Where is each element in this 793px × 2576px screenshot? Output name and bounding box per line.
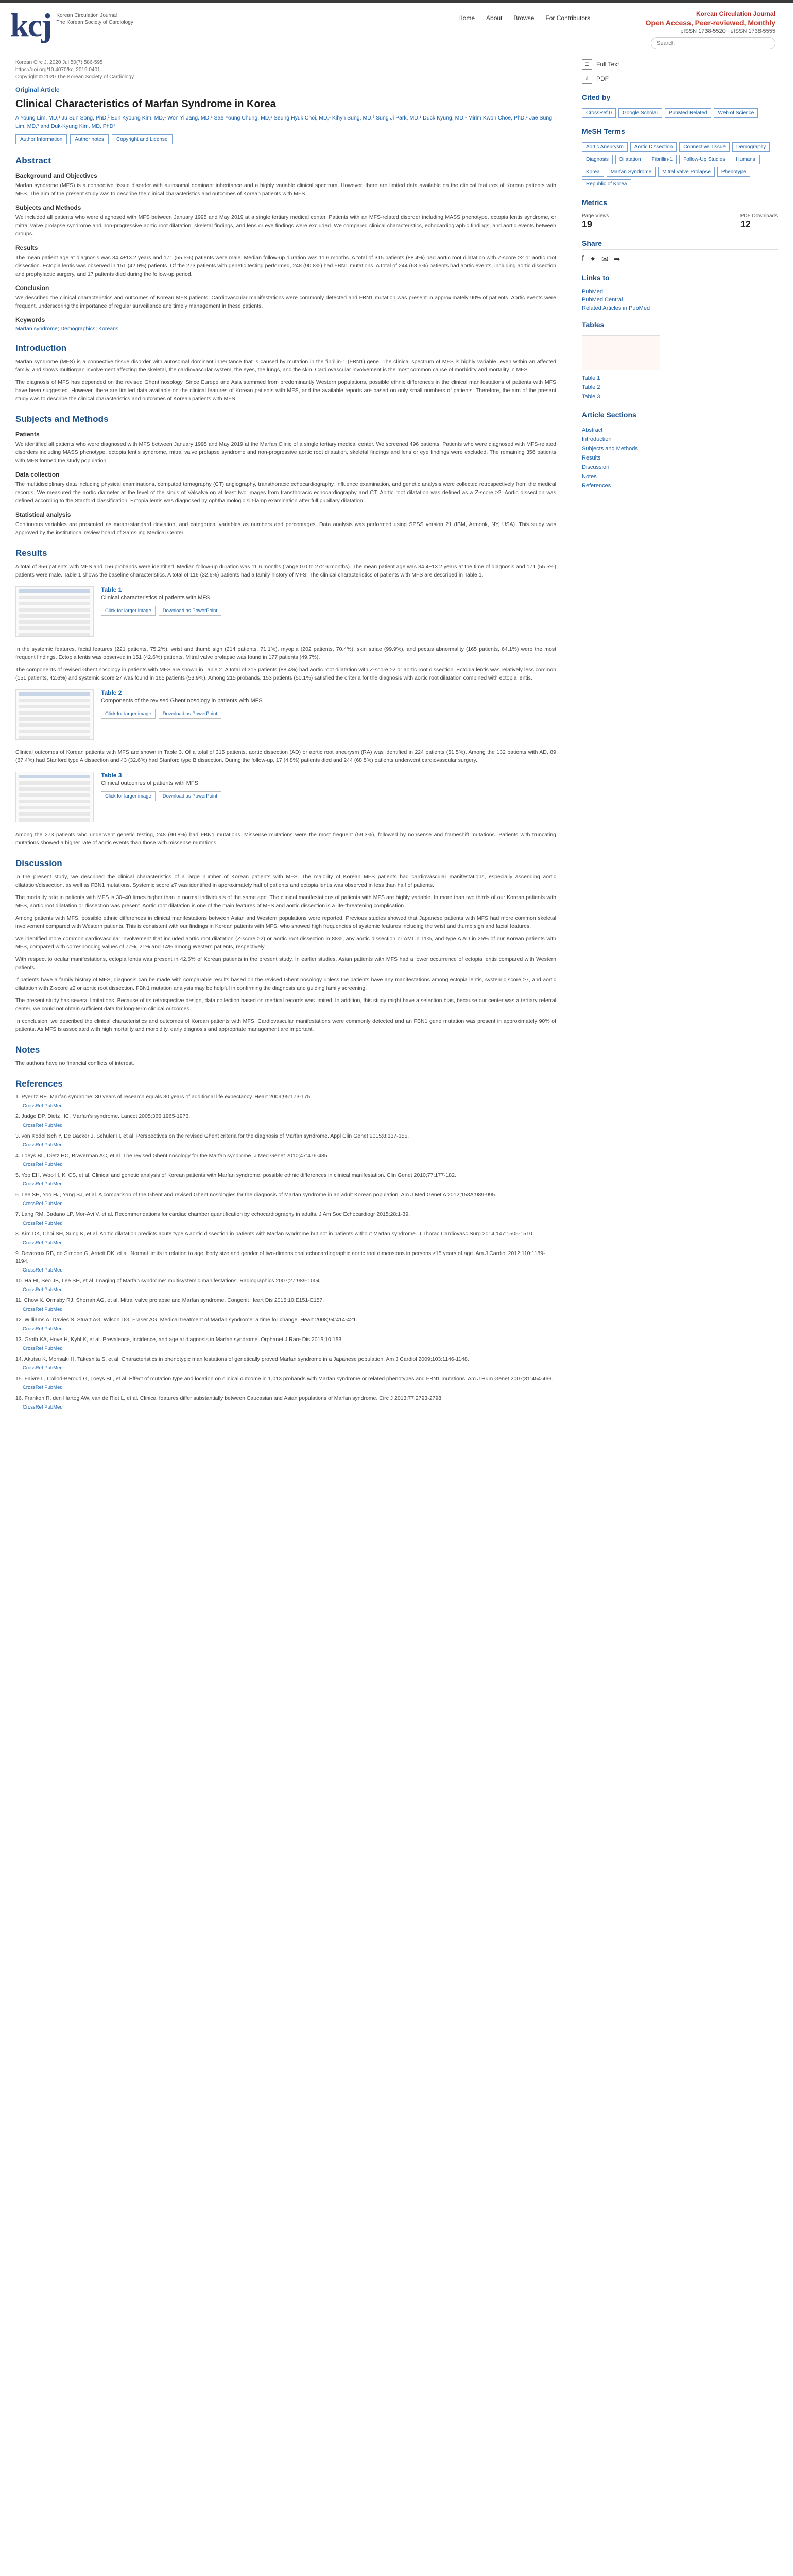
reference-text: 14. Akutsu K, Morisaki H, Takeshita S, et al. Characteristics in phenotypic manifestations of genetically proved Marfan syndrome in a Japanese population. Am J Cardiol 2009;103:1146-1148.	[15, 1356, 469, 1362]
mesh-term[interactable]: Aortic Aneurysm	[582, 142, 628, 152]
reference-crossref-link[interactable]: CrossRef PubMed	[23, 1287, 63, 1293]
nav-about[interactable]: About	[486, 14, 503, 22]
reference-text: 6. Lee SH, Yoo HJ, Yang SJ, et al. A comparison of the Ghent and revised Ghent nosologies for the diagnosis of Marfan syndrome in an adult Korean population. Am J Med Genet A 2012;158A:989-995.	[15, 1192, 497, 1198]
pubmed-related-badge[interactable]: PubMed Related	[665, 108, 712, 118]
side-table-1[interactable]: Table 1	[582, 375, 600, 381]
section-link[interactable]: Notes	[582, 473, 597, 480]
results-paragraph-2: In the systemic features, facial features (221 patients, 75.2%), wrist and thumb sign (214 patients, 71.1%), myopia (202 patients, 70.4%), skin striae (99.9%), and pectus abnormality (165 patients, 64.1%) were the most frequent findings. Ectopia lentis was observed in 151 (42.6%) patients. Mitral valve prolapse was found in 177 patients (49.7%).	[15, 646, 556, 660]
reference-text: 5. Yoo EH, Woo H, Ki CS, et al. Clinical and genetic analysis of Korean patients with Marfan syndrome: possible ethnic differences in clinical manifestation. Clin Genet 2010;77:177-182.	[15, 1172, 456, 1178]
reference-text: 8. Kim DK, Choi SH, Sung K, et al. Aortic dilatation predicts acute type A aortic dissection in patients with Marfan syndrome but not in patients without Marfan syndrome. J Thorac Cardiovasc Surg 2014;147:1505-1510.	[15, 1231, 534, 1237]
table-3-title[interactable]: Table 3	[101, 772, 122, 779]
section-list	[582, 426, 778, 490]
cited-by-heading: Cited by	[582, 93, 778, 104]
metrics-heading: Metrics	[582, 198, 778, 209]
page-views-label: Page Views	[582, 213, 609, 219]
table-2-thumbnail[interactable]	[15, 689, 94, 740]
reference-crossref-link[interactable]: CrossRef PubMed	[23, 1307, 63, 1312]
reference-text: 7. Lang RM, Badano LP, Mor-Avi V, et al. Recommendations for cardiac chamber quantification by echocardiography in adults. J Am Soc Echocardiogr 2015;28:1-39.	[15, 1211, 410, 1217]
mesh-term[interactable]: Aortic Dissection	[630, 142, 677, 152]
reference-item	[15, 1316, 556, 1333]
reference-item	[15, 1172, 556, 1188]
google-scholar-badge[interactable]: Google Scholar	[618, 108, 662, 118]
nav-browse[interactable]: Browse	[513, 14, 535, 22]
mesh-term[interactable]: Phenotype	[717, 167, 750, 177]
discussion-paragraph-6: If patients have a family history of MFS, diagnosis can be made with comparable results based on the revised Ghent nosology unless the patients have any manifestations among ectopia lentis, systemic score ≥7, and aortic dilatation with Z-score ≥2 or aortic root dissection. FBN1 mutation analysis may be helpful in confirming the diagnosis and guiding family screening.	[15, 977, 556, 991]
logo-line-1: Korean Circulation Journal	[56, 13, 117, 19]
reference-crossref-link[interactable]: CrossRef PubMed	[23, 1240, 63, 1246]
methods-abstract-text: We included all patients who were diagnosed with MFS between January 1995 and May 2019 at a single tertiary medical center. Patients with an MFS-related disorder including MASS phenotype, ectopia lentis syndrome, or mitral valve prolapse syndrome and non-progressive aortic root dilatation, skeletal findings, and lens or eye findings were excluded. We compared clinical characteristics, echocardiographic findings, and aortic events between groups.	[15, 214, 556, 237]
main-nav	[458, 14, 590, 22]
section-link[interactable]: References	[582, 483, 611, 489]
reference-crossref-link[interactable]: CrossRef PubMed	[23, 1404, 63, 1410]
mesh-term[interactable]: Fibrillin-1	[648, 155, 677, 164]
mesh-term[interactable]: Humans	[732, 155, 759, 164]
keywords-heading: Keywords	[15, 316, 45, 324]
sidebar	[582, 59, 778, 490]
reference-crossref-link[interactable]: CrossRef PubMed	[23, 1267, 63, 1273]
results-abstract-heading: Results	[15, 244, 38, 251]
discussion-paragraph-2: The mortality rate in patients with MFS is 30–40 times higher than in normal individuals of the same age. The clinical manifestations of patients with MFS are highly variable. In more than two thirds of our Korean patients with MFS, aortic root dilatation or dissection was present. Aortic root dilatation is one of the main features of MFS and aortic dissection is a life-threatening complication.	[15, 894, 556, 909]
discussion-paragraph-4: We identified more common cardiovascular involvement that included aortic root dilatation (Z-score ≥2) or aortic root dissection in 88%, any aortic dissection or AMI in 11%, and type A AD in 25% of our Korean patients with MFS, compared with corresponding values of 77%, 21% and 14% among Western patients, respectively.	[15, 936, 556, 950]
reference-item	[15, 1211, 556, 1227]
reference-item	[15, 1297, 556, 1313]
methods-heading: Subjects and Methods	[15, 414, 109, 424]
results-abstract-text: The mean patient age at diagnosis was 34.4±13.2 years and 171 (55.5%) patients were male. Median follow-up duration was 11.6 months. A total of 315 patients (88.4%) had aortic root dilatation with Z-score ≥2 or aortic root dissection. Ectopia lentis was observed in 151 (42.6%) patients. Of the 273 patients with genetic testing performed, 248 (90.8%) had FBN1 mutations. A total of 244 (68.5%) patients had aortic events, including aortic dissection and prophylactic surgery, and 17 patients died during the follow-up period.	[15, 255, 556, 277]
pdf-label: PDF	[596, 75, 609, 82]
nav-contributors[interactable]: For Contributors	[545, 14, 591, 22]
logo-mark: kcj	[10, 7, 51, 43]
reference-text: 11. Chow K, Ormsby RJ, Sherrah AG, et al. Mitral valve prolapse and Marfan syndrome. Congenit Heart Dis 2015;10:E151-E157.	[15, 1297, 324, 1303]
section-link[interactable]: Discussion	[582, 464, 610, 470]
reference-item	[15, 1230, 556, 1247]
author-notes-button[interactable]: Author notes	[70, 134, 109, 144]
pdf-downloads-count: 12	[740, 219, 751, 229]
reference-crossref-link[interactable]: CrossRef PubMed	[23, 1201, 63, 1207]
site-header	[0, 3, 793, 53]
article-main	[15, 59, 556, 1414]
mesh-heading: MeSH Terms	[582, 127, 778, 138]
table-1-caption: Clinical characteristics of patients with MFS	[101, 595, 210, 601]
link-related-articles[interactable]: Related Articles in PubMed	[582, 305, 650, 311]
keywords[interactable]: Marfan syndrome; Demographics; Koreans	[15, 326, 119, 332]
conclusion-text: We described the clinical characteristics and outcomes of Korean MFS patients. Cardiovascular manifestations were commonly detected and FBN1 mutation was present in approximately 90% of patients. Aortic events were frequent, underscoring the importance of regular surveillance and timely management in these patients.	[15, 295, 556, 309]
logo-line-2: The Korean Society of Cardiology	[56, 20, 133, 25]
reference-text: 1. Pyeritz RE. Marfan syndrome: 30 years of research equals 30 years of additional life expectancy. Heart 2009;95:173-175.	[15, 1094, 312, 1100]
table-2-preview	[15, 689, 556, 740]
reference-item	[15, 1152, 556, 1168]
mesh-term[interactable]: Mitral Valve Prolapse	[658, 167, 715, 177]
email-icon[interactable]: ✉	[601, 255, 609, 264]
table-1-view-button[interactable]: Click for larger image	[101, 606, 156, 616]
side-table-2[interactable]: Table 2	[582, 384, 600, 391]
reference-text: 13. Groth KA, Hove H, Kyhl K, et al. Prevalence, incidence, and age at diagnosis in Marfan syndrome. Orphanet J Rare Dis 2015;10:153.	[15, 1336, 343, 1343]
table-3-preview	[15, 772, 556, 822]
doi-link[interactable]: https://doi.org/10.4070/kcj.2019.0401	[15, 67, 100, 73]
search-box	[651, 37, 775, 49]
reference-text: 9. Devereux RB, de Simone G, Arnett DK, et al. Normal limits in relation to age, body size and gender of two-dimensional echocardiographic aortic root dimensions in persons ≥15 years of age. Am J Cardiol 2012;110:1189-1194.	[15, 1250, 545, 1264]
table-3-thumbnail[interactable]	[15, 772, 94, 822]
section-link[interactable]: Abstract	[582, 427, 603, 433]
notes-heading: Notes	[15, 1045, 40, 1055]
table-1-title[interactable]: Table 1	[101, 586, 122, 594]
search-input[interactable]	[651, 37, 775, 49]
document-icon: ☰	[582, 59, 592, 70]
side-table-3[interactable]: Table 3	[582, 394, 600, 400]
table-1-download-button[interactable]: Download as PowerPoint	[159, 606, 221, 616]
journal-name: Korean Circulation Journal	[696, 10, 775, 18]
discussion-paragraph-1: In the present study, we described the clinical characteristics of a large number of Korean patients with MFS. The majority of Korean MFS patients had cardiovascular manifestations, especially ascending aortic dilatation/dissection, as well as FBN1 mutations. Systemic score ≥7 was identified in approximately half of patients and ectopia lentis was observed in less than half of patients.	[15, 874, 556, 888]
discussion-paragraph-7: The present study has several limitations. Because of its retrospective design, data collection based on medical records was limited. In addition, this study might have a selection bias, because our center was a tertiary referral center, we could not obtain sufficient data for long-term clinical outcomes.	[15, 997, 556, 1012]
results-paragraph-3: The components of revised Ghent nosology in patients with MFS are shown in Table 2. A total of 315 patients (88.4%) had aortic root dilatation with Z-score ≥2 or aortic root dissection. Ectopia lentis was relatively less common (151 patients, 42.6%) and systemic score ≥7 was found in 165 patients (53.9%). Among 215 probands, 153 patients (50.1%) satisfied the criteria for the diagnosis with aortic root dilatation combined with ectopia lentis.	[15, 667, 556, 681]
intro-paragraph-2: The diagnosis of MFS has depended on the revised Ghent nosology. Since Europe and Asia stemmed from predominantly Western populations, possible ethnic differences in the clinical manifestations of patients with MFS have been suggested. However, there are limited data available on the clinical features of Korean patients with MFS, and the available reports are based on only small numbers of patients. Therefore, the aim of the present study was to describe the clinical characteristics and outcomes of Korean patients with MFS.	[15, 379, 556, 402]
mesh-term-list	[582, 142, 778, 189]
table-3-download-button[interactable]: Download as PowerPoint	[159, 791, 221, 801]
reference-item	[15, 1191, 556, 1208]
link-pubmed[interactable]: PubMed	[582, 289, 603, 295]
reference-crossref-link[interactable]: CrossRef PubMed	[23, 1142, 63, 1148]
patients-text: We identified all patients who were diagnosed with MFS between January 1995 and May 2019 at the Marfan Clinic of a single tertiary medical center. We screened 496 patients. Patients who were diagnosed with MFS-related disorders including MASS phenotype, ectopia lentis syndrome, mitral valve prolapse syndrome and non-progressive aortic root dilatation, skeletal findings and lens or eye findings were excluded. The remaining 356 patients with MFS formed the study population.	[15, 441, 556, 464]
mesh-term[interactable]: Follow-Up Studies	[679, 155, 729, 164]
share-heading: Share	[582, 239, 778, 250]
table-1-thumbnail[interactable]	[15, 586, 94, 637]
discussion-heading: Discussion	[15, 858, 62, 868]
author-information-button[interactable]: Author Information	[15, 134, 67, 144]
copyright-license-button[interactable]: Copyright and License	[112, 134, 173, 144]
section-link[interactable]: Subjects and Methods	[582, 446, 638, 452]
mesh-term[interactable]: Republic of Korea	[582, 179, 631, 189]
reference-list	[15, 1093, 556, 1411]
reference-text: 15. Faivre L, Collod-Beroud G, Loeys BL, et al. Effect of mutation type and location on clinical outcome in 1,013 probands with Marfan syndrome or related phenotypes and FBN1 mutations. Am J Hum Genet 2007;81:454-466.	[15, 1376, 553, 1382]
reference-crossref-link[interactable]: CrossRef PubMed	[23, 1365, 63, 1371]
data-collection-heading: Data collection	[15, 471, 60, 478]
copyright-line: Copyright © 2020 The Korean Society of Cardiology	[15, 74, 134, 80]
background-text: Marfan syndrome (MFS) is a connective tissue disorder with autosomal dominant inheritance and a highly variable clinical spectrum. However, there are limited data available on the clinical features of Korean patients with MFS. The aim of the present study was to describe the clinical characteristics and outcomes of Korean patients with MFS.	[15, 182, 556, 197]
share-icon[interactable]: ➦	[613, 255, 620, 264]
web-of-science-badge[interactable]: Web of Science	[714, 108, 758, 118]
reference-crossref-link[interactable]: CrossRef PubMed	[23, 1123, 63, 1128]
reference-text: 12. Williams A, Davies S, Stuart AG, Wilson DG, Fraser AG. Medical treatment of Marfan syndrome: a time for change. Heart 2008;94:414-421.	[15, 1317, 358, 1323]
crossref-badge[interactable]: CrossRef 0	[582, 108, 616, 118]
statistics-heading: Statistical analysis	[15, 511, 71, 518]
reference-crossref-link[interactable]: CrossRef PubMed	[23, 1221, 63, 1226]
reference-item	[15, 1132, 556, 1149]
reference-crossref-link[interactable]: CrossRef PubMed	[23, 1103, 63, 1109]
table-2-download-button[interactable]: Download as PowerPoint	[159, 709, 221, 719]
reference-crossref-link[interactable]: CrossRef PubMed	[23, 1346, 63, 1351]
link-pubmed-central[interactable]: PubMed Central	[582, 297, 623, 303]
header-info	[646, 10, 775, 35]
mesh-term[interactable]: Demography	[732, 142, 770, 152]
reference-text: 4. Loeys BL, Dietz HC, Braverman AC, et al. The revised Ghent nosology for the Marfan syndrome. J Med Genet 2010;47:476-485.	[15, 1153, 329, 1159]
conclusion-heading: Conclusion	[15, 284, 49, 292]
reference-item	[15, 1277, 556, 1294]
intro-paragraph-1: Marfan syndrome (MFS) is a connective tissue disorder with autosomal dominant inheritance that is caused by mutation in the fibrillin-1 (FBN1) gene. The clinical spectrum of MFS is highly variable, even within an affected family, and shows multiorgan involvement affecting the skeletal, the cardiovascular system, the eyes, the lungs, and the skin. Cardiovascular involvement is the most common cause of morbidity and mortality in MFS.	[15, 359, 556, 373]
discussion-paragraph-8: In conclusion, we described the clinical characteristics and outcomes of Korean patients with MFS. Cardiovascular manifestations were commonly detected and an FBN1 gene mutation was present in approximately 90% of patients. As MFS is associated with high mortality and morbidity, early diagnosis and appropriate management are important.	[15, 1018, 556, 1032]
background-heading: Background and Objectives	[15, 172, 97, 179]
methods-abstract-heading: Subjects and Methods	[15, 204, 81, 211]
citation: Korean Circ J. 2020 Jul;50(7):586-595	[15, 60, 103, 65]
reference-item	[15, 1250, 556, 1274]
journal-logo[interactable]	[10, 9, 133, 41]
full-text-link[interactable]	[582, 59, 778, 70]
links-heading: Links to	[582, 274, 778, 284]
abstract-heading: Abstract	[15, 156, 51, 165]
table-2-caption: Components of the revised Ghent nosology in patients with MFS	[101, 698, 263, 704]
mesh-term[interactable]: Connective Tissue	[679, 142, 730, 152]
article-type: Original Article	[15, 86, 60, 93]
reference-crossref-link[interactable]: CrossRef PubMed	[23, 1385, 63, 1391]
discussion-paragraph-5: With respect to ocular manifestations, ectopia lentis was present in 42.6% of Korean patients in the present study. In earlier studies, Asian patients with MFS had a lower occurrence of ectopia lentis compared with Western patients.	[15, 956, 556, 971]
table-3-view-button[interactable]: Click for larger image	[101, 791, 156, 801]
reference-item	[15, 1093, 556, 1110]
reference-crossref-link[interactable]: CrossRef PubMed	[23, 1181, 63, 1187]
table-3-caption: Clinical outcomes of patients with MFS	[101, 780, 198, 786]
sections-heading: Article Sections	[582, 411, 778, 421]
notes-text: The authors have no financial conflicts of interest.	[15, 1060, 134, 1066]
tables-thumbnail[interactable]	[582, 335, 660, 370]
references-heading: References	[15, 1079, 63, 1089]
mesh-term[interactable]: Korea	[582, 167, 604, 177]
patients-heading: Patients	[15, 431, 40, 438]
results-paragraph-1: A total of 356 patients with MFS and 156 probands were identified. Median follow-up duration was 11.6 months (range 0.0 to 272.6 months). The mean patient age was 34.4±13.2 years at the time of diagnosis and 171 (55.5%) patients were male. Table 1 shows the baseline characteristics. A total of 116 (32.6%) patients had a family history of MFS. The clinical characteristics of patients with MFS are described in Table 1.	[15, 564, 556, 578]
author-list[interactable]: A Young Lim, MD,¹ Ju Sun Song, PhD,² Eun Kyoung Kim, MD,¹ Won Yi Jang, MD,¹ Sae Young Chung, MD,¹ Seung Hyuk Choi, MD,¹ Kihyn Sung, MD,³ Sung Ji Park, MD,¹ Duck Kyung, MD,¹ Mirim Kwon Choe, PhD,¹ Jae Sung Lim, MD,³ and Duk-Kyung Kim, MD, PhD¹	[15, 115, 553, 129]
tables-heading: Tables	[582, 320, 778, 331]
data-collection-text: The multidisciplinary data including physical examinations, computed tomography (CT) angiography, transthoracic echocardiography, influence examination, and genetic analysis were collected retrospectively from the medical records. We measured the aortic diameter at the level of the sinus of Valsalva on at least two images from transthoracic echocardiography and CT. Aortic root dilatation was defined as a Z-score ≥2. Aortic dissection was defined according to the Stanford classification. Ectopia lentis was diagnosed by ophthalmologic slit-lamp examination after full pupillary dilatation.	[15, 481, 556, 504]
reference-item	[15, 1113, 556, 1129]
results-paragraph-5: Among the 273 patients who underwent genetic testing, 248 (90.8%) had FBN1 mutations. Missense mutations were the most frequent (59.3%), followed by nonsense and frameshift mutations. Patients with truncating mutations showed a higher rate of aortic events than those with missense mutations.	[15, 832, 556, 846]
mesh-term[interactable]: Diagnosis	[582, 155, 613, 164]
reference-text: 3. von Kodolitsch Y, De Backer J, Schüler H, et al. Perspectives on the revised Ghent criteria for the diagnosis of Marfan syndrome. Appl Clin Genet 2015;8:137-155.	[15, 1133, 409, 1139]
pdf-link[interactable]	[582, 74, 778, 84]
statistics-text: Continuous variables are presented as mean±standard deviation, and categorical variables as numbers and percentages. Data analysis was performed using SPSS version 21 (IBM, Armonk, NY, USA). This study was approved by the institutional review board of Samsung Medical Center.	[15, 521, 556, 536]
full-text-label: Full Text	[596, 61, 619, 68]
page-views-count: 19	[582, 219, 593, 229]
nav-home[interactable]: Home	[458, 14, 475, 22]
article-title: Clinical Characteristics of Marfan Syndrome in Korea	[15, 98, 276, 110]
reference-text: 10. Ha HI, Seo JB, Lee SH, et al. Imaging of Marfan syndrome: multisystemic manifestations. Radiographics 2007;27:989-1004.	[15, 1278, 321, 1284]
results-paragraph-4: Clinical outcomes of Korean patients with MFS are shown in Table 3. Of a total of 315 patients, aortic dissection (AD) or aortic root aneurysm (RA) was identified in 224 patients (51.5%). Among the 132 patients with AD, 89 (67.4%) had Stanford type A dissection and 43 (32.6%) had Stanford type B dissection. During the follow-up, 17 (4.8%) patients died and 244 (68.5%) patients underwent cardiovascular surgery.	[15, 749, 556, 764]
table-1-preview	[15, 586, 556, 637]
pdf-icon: ⇩	[582, 74, 592, 84]
mesh-term[interactable]: Marfan Syndrome	[607, 167, 656, 177]
reference-item	[15, 1395, 556, 1411]
table-2-title[interactable]: Table 2	[101, 689, 122, 697]
introduction-heading: Introduction	[15, 343, 67, 353]
facebook-icon[interactable]: f	[582, 254, 584, 263]
mesh-term[interactable]: Dilatation	[615, 155, 645, 164]
reference-item	[15, 1355, 556, 1372]
table-2-view-button[interactable]: Click for larger image	[101, 709, 156, 719]
section-link[interactable]: Introduction	[582, 436, 612, 443]
reference-item	[15, 1375, 556, 1392]
reference-crossref-link[interactable]: CrossRef PubMed	[23, 1326, 63, 1332]
reference-crossref-link[interactable]: CrossRef PubMed	[23, 1162, 63, 1167]
pdf-downloads-label: PDF Downloads	[740, 213, 778, 219]
results-heading: Results	[15, 548, 47, 558]
issn: pISSN 1738-5520 · eISSN 1738-5555	[680, 28, 775, 35]
twitter-icon[interactable]: ✦	[589, 255, 596, 264]
discussion-paragraph-3: Among patients with MFS, possible ethnic differences in clinical manifestations between Asian and Western populations were reported. Previous studies showed that Japanese patients with MFS had more common skeletal involvement compared with Western patients. This is consistent with our findings in Korean patients with MFS, who showed high frequencies of systemic features including the wrist and thumb sign and facial features.	[15, 915, 556, 929]
reference-item	[15, 1336, 556, 1352]
section-link[interactable]: Results	[582, 455, 601, 461]
reference-text: 16. Franken R, den Hartog AW, van de Riet L, et al. Clinical features differ substantially between Caucasian and Asian populations of Marfan syndrome. Circ J 2013;77:2793-2798.	[15, 1395, 443, 1401]
open-access-tagline: Open Access, Peer-reviewed, Monthly	[645, 19, 775, 27]
reference-text: 2. Judge DP, Dietz HC. Marfan's syndrome. Lancet 2005;366:1965-1976.	[15, 1113, 191, 1120]
